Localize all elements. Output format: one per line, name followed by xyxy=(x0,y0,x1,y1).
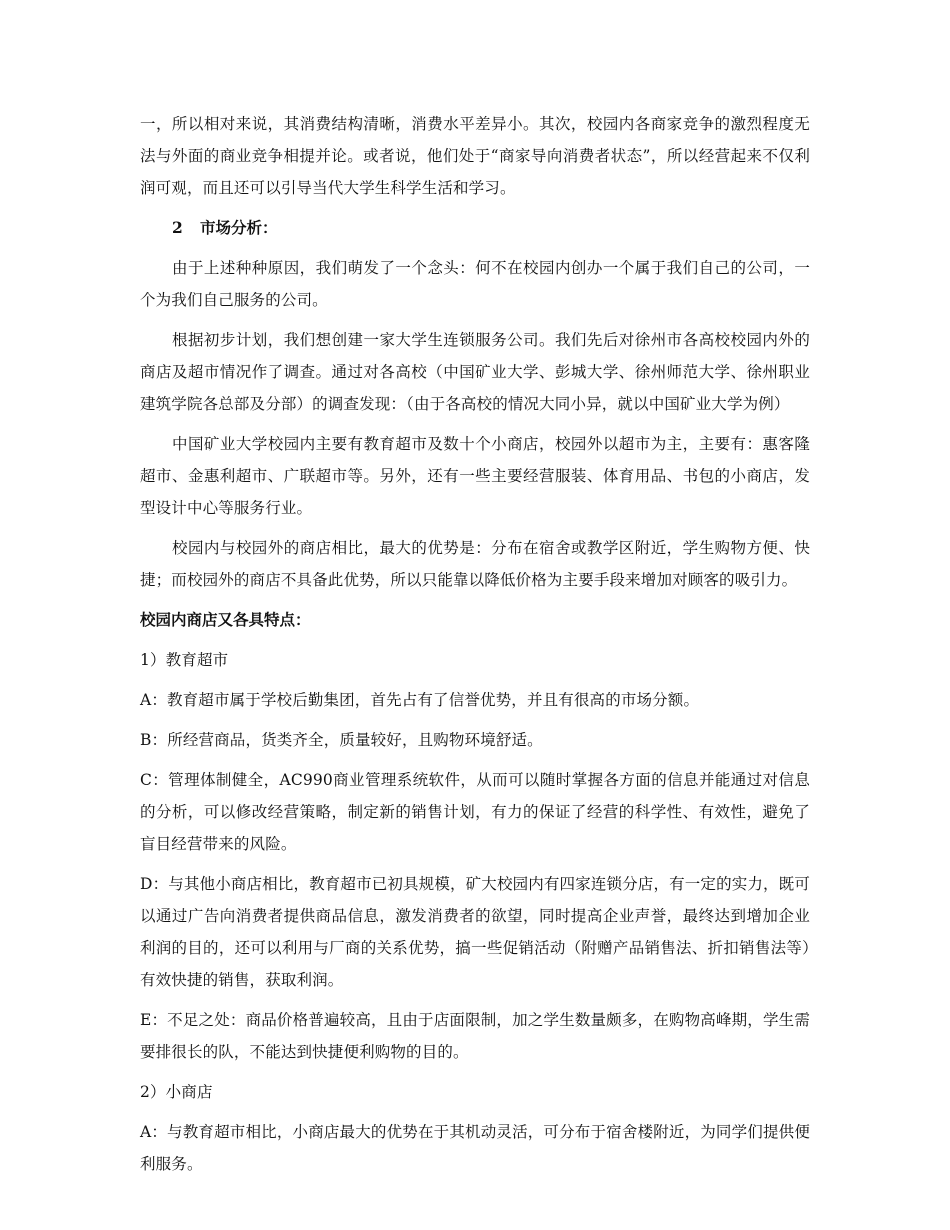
list-item: E：不足之处：商品价格普遍较高，且由于店面限制，加之学生数量颇多，在购物高峰期，学生需要排很长的队，不能达到快捷便利购物的目的。 xyxy=(140,1011,810,1061)
subheading-education-supermarket: 1）教育超市 xyxy=(140,651,229,669)
list-item: A：与教育超市相比，小商店最大的优势在于其机动灵活，可分布于宿舍楼附近，为同学们提供便利服务。 xyxy=(140,1123,810,1173)
document-page xyxy=(140,108,810,1188)
paragraph-advantage: 校园内与校园外的商店相比，最大的优势是：分布在宿舍或教学区附近，学生购物方便、快捷；而校园外的商店不具备此优势，所以只能靠以降低价格为主要手段来增加对顾客的吸引力。 xyxy=(140,539,810,589)
list-item: C：管理体制健全，AC990商业管理系统软件，从而可以随时掌握各方面的信息并能通过对信息的分析，可以修改经营策略，制定新的销售计划，有力的保证了经营的科学性、有效性，避免了盲目经营带来的风险。 xyxy=(140,771,810,853)
section-heading-market-analysis xyxy=(172,212,810,244)
paragraph-cumt-stores: 中国矿业大学校园内主要有教育超市及数十个小商店，校园外以超市为主，主要有：惠客隆超市、金惠利超市、广联超市等。另外，还有一些主要经营服装、体育用品、书包的小商店，发型设计中心等服务行业。 xyxy=(140,435,810,517)
list-item: A：教育超市属于学校后勤集团，首先占有了信誉优势，并且有很高的市场分额。 xyxy=(140,691,700,709)
subheading-small-stores: 2）小商店 xyxy=(140,1083,213,1101)
list-item: B：所经营商品，货类齐全，质量较好，且购物环境舒适。 xyxy=(140,731,543,749)
paragraph-idea: 由于上述种种原因，我们萌发了一个念头：何不在校园内创办一个属于我们自己的公司，一个为我们自己服务的公司。 xyxy=(140,259,810,309)
heading-campus-store-features: 校园内商店又各具特点： xyxy=(140,610,311,629)
paragraph-consumption-structure: 一，所以相对来说，其消费结构清晰，消费水平差异小。其次，校园内各商家竞争的激烈程度无法与外面的商业竞争相提并论。或者说，他们处于“商家导向消费者状态”，所以经营起来不仅利润可观，而且还可以引导当代大学生科学生活和学习。 xyxy=(140,115,810,197)
paragraph-plan: 根据初步计划，我们想创建一家大学生连锁服务公司。我们先后对徐州市各高校校园内外的商店及超市情况作了调查。通过对各高校（中国矿业大学、彭城大学、徐州师范大学、徐州职业建筑学院各总部及分部）的调查发现：（由于各高校的情况大同小异，就以中国矿业大学为例） xyxy=(140,331,810,413)
section-title: 市场分析： xyxy=(200,218,278,237)
section-number: 2 xyxy=(172,218,183,237)
list-item: D：与其他小商店相比，教育超市已初具规模，矿大校园内有四家连锁分店，有一定的实力，既可以通过广告向消费者提供商品信息，激发消费者的欲望，同时提高企业声誉，最终达到增加企业利润的目的，还可以利用与厂商的关系优势，搞一些促销活动（附赠产品销售法、折扣销售法等）有效快捷的销售，获取利润。 xyxy=(140,875,810,989)
